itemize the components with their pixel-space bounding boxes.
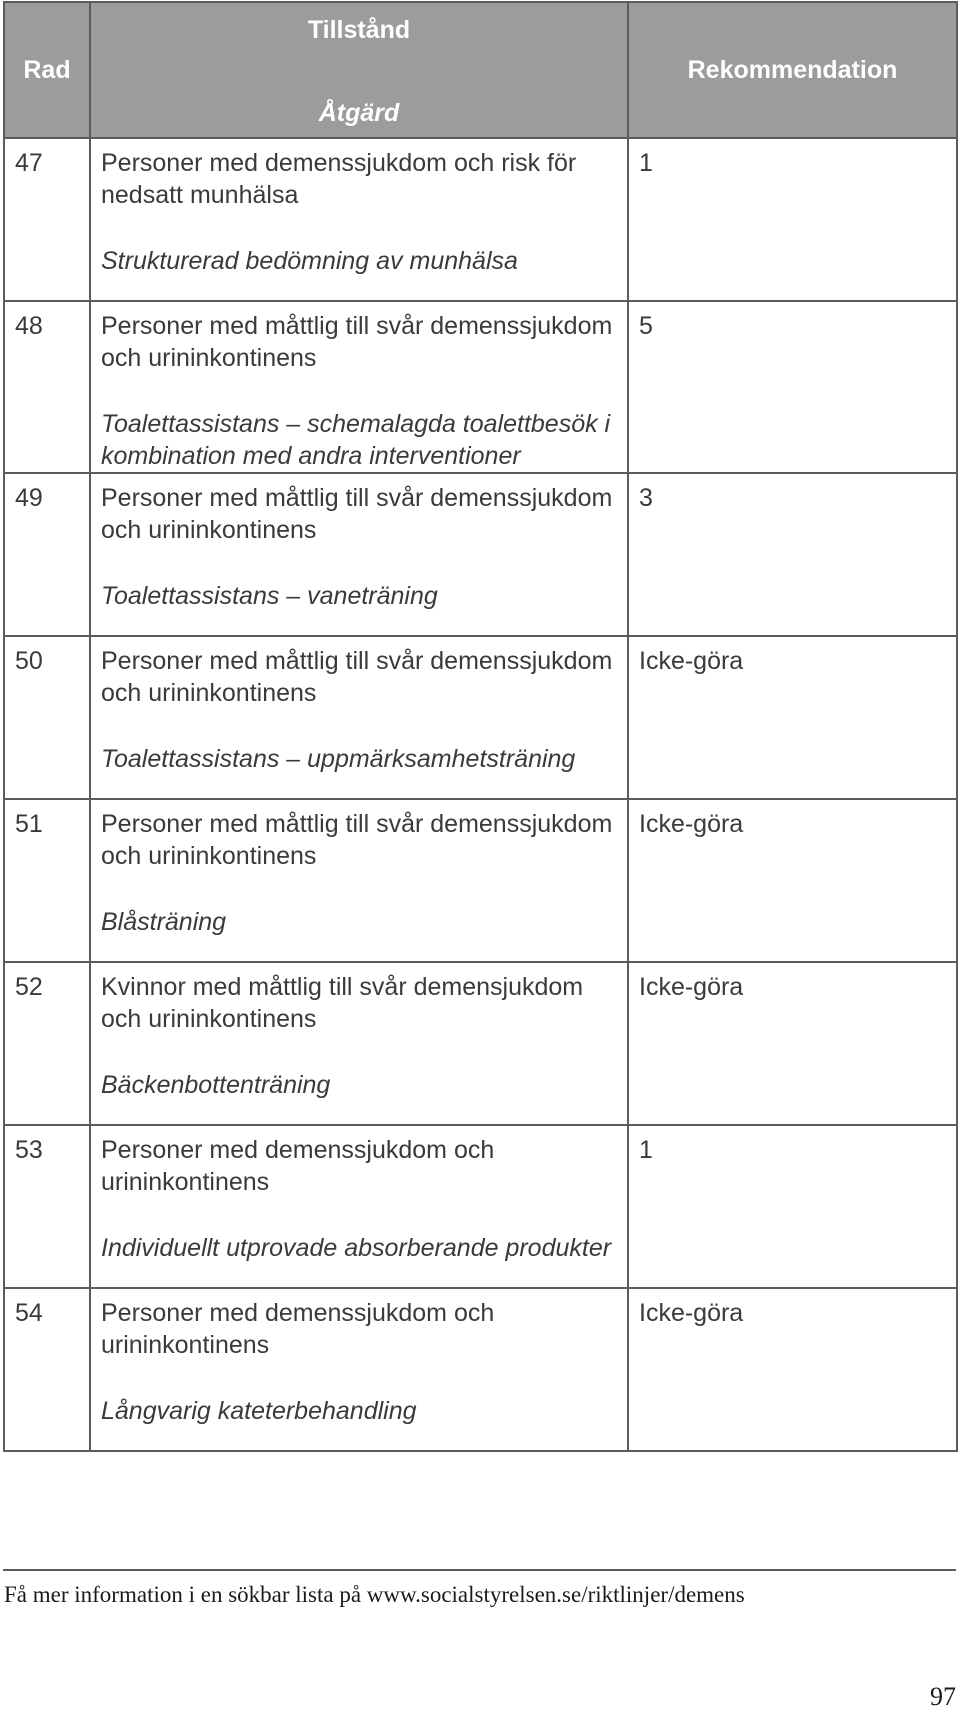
- action-text: Toalettassistans – vaneträning: [101, 582, 438, 610]
- row-number: 54: [4, 1288, 90, 1451]
- row-number: 48: [4, 301, 90, 473]
- table-row: [4, 799, 957, 962]
- recommendation-cell: Icke-göra: [628, 962, 957, 1125]
- row-number: 47: [4, 138, 90, 301]
- table-row: [4, 1288, 957, 1451]
- table-row: [4, 962, 957, 1125]
- header-rekommendation-label: Rekommendation: [687, 56, 898, 84]
- header-rad-label: Rad: [23, 56, 71, 84]
- header-cell-rekommendation: [628, 2, 957, 138]
- table-row: [4, 473, 957, 636]
- row-number: 50: [4, 636, 90, 799]
- table-body: [4, 138, 957, 1451]
- recommendation-cell: Icke-göra: [628, 799, 957, 962]
- condition-action-cell: [90, 1125, 628, 1288]
- condition-text: Personer med måttlig till svår demenssjukdom och urininkontinens: [101, 312, 613, 372]
- header-row: [4, 2, 957, 138]
- table-header: [4, 2, 957, 138]
- footer-divider: [3, 1569, 956, 1571]
- condition-text: Personer med måttlig till svår demenssjukdom och urininkontinens: [101, 647, 613, 707]
- header-tillstand-label: Tillstånd: [307, 16, 411, 44]
- action-text: Toalettassistans – schemalagda toalettbesök i kombination med andra interventioner: [101, 410, 611, 470]
- condition-action-cell: [90, 962, 628, 1125]
- condition-action-cell: [90, 799, 628, 962]
- action-text: Långvarig kateterbehandling: [101, 1397, 417, 1425]
- condition-text: Kvinnor med måttlig till svår demensjukdom och urininkontinens: [101, 973, 584, 1033]
- table-row: [4, 301, 957, 473]
- header-cell-rad: [4, 2, 90, 138]
- condition-text: Personer med demenssjukdom och urininkontinens: [101, 1299, 495, 1359]
- table-row: [4, 138, 957, 301]
- row-number: 49: [4, 473, 90, 636]
- recommendation-cell: 3: [628, 473, 957, 636]
- condition-text: Personer med måttlig till svår demenssjukdom och urininkontinens: [101, 484, 613, 544]
- action-text: Bäckenbottenträning: [101, 1071, 331, 1099]
- table-row: [4, 636, 957, 799]
- row-number: 51: [4, 799, 90, 962]
- recommendation-cell: 1: [628, 138, 957, 301]
- recommendation-cell: 5: [628, 301, 957, 473]
- page-number: 97: [930, 1682, 956, 1711]
- action-text: Blåsträning: [101, 908, 227, 936]
- row-number: 52: [4, 962, 90, 1125]
- action-text: Strukturerad bedömning av munhälsa: [101, 247, 518, 275]
- action-text: Individuellt utprovade absorberande produkter: [101, 1234, 612, 1262]
- condition-text: Personer med demenssjukdom och risk för nedsatt munhälsa: [101, 149, 577, 209]
- header-atgard-label: Åtgärd: [318, 99, 400, 127]
- condition-action-cell: [90, 636, 628, 799]
- footer-info-text: Få mer information i en sökbar lista på www.socialstyrelsen.se/riktlinjer/demens: [4, 1582, 745, 1607]
- condition-action-cell: [90, 473, 628, 636]
- condition-action-cell: [90, 301, 628, 473]
- recommendation-table-container: [3, 1, 956, 1452]
- action-text: Toalettassistans – uppmärksamhetsträning: [101, 745, 576, 773]
- condition-action-cell: [90, 1288, 628, 1451]
- recommendation-cell: Icke-göra: [628, 636, 957, 799]
- recommendation-cell: Icke-göra: [628, 1288, 957, 1451]
- recommendation-cell: 1: [628, 1125, 957, 1288]
- header-cell-tillstand-atgard: [90, 2, 628, 138]
- condition-text: Personer med måttlig till svår demenssjukdom och urininkontinens: [101, 810, 613, 870]
- row-number: 53: [4, 1125, 90, 1288]
- table-row: [4, 1125, 957, 1288]
- recommendation-table: [3, 1, 958, 1452]
- condition-text: Personer med demenssjukdom och urininkontinens: [101, 1136, 495, 1196]
- condition-action-cell: [90, 138, 628, 301]
